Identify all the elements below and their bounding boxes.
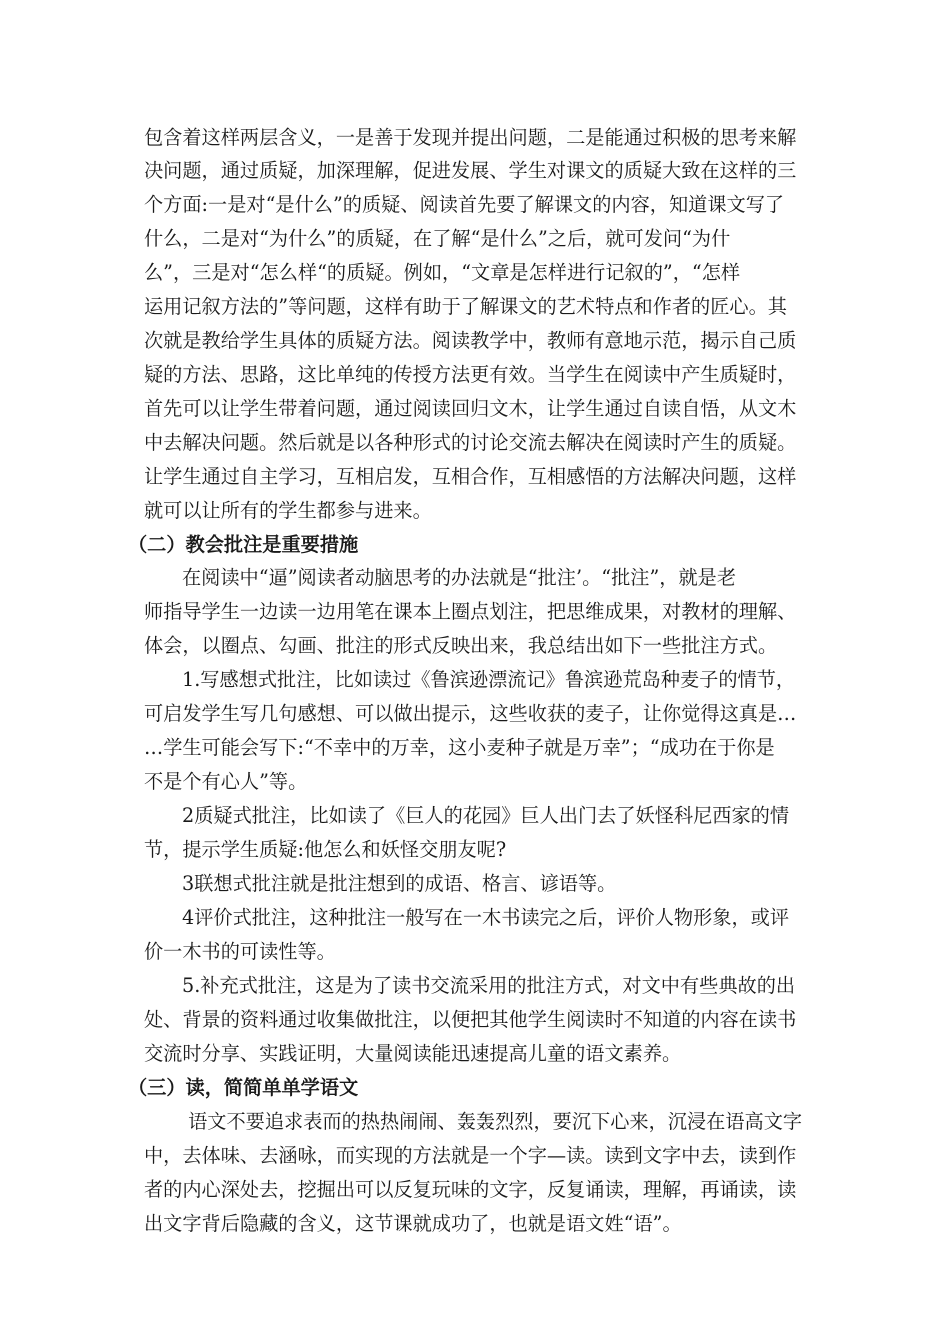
body-text-line: 不是个有心人”等。 [144,770,308,793]
body-text-line: 决问题，通过质疑，加深理解，促进发展、学生对课文的质疑大致在这样的三 [144,159,797,182]
body-text-line: …学生可能会写下:“不幸中的万幸，这小麦种子就是万幸”；“成功在于你是 [144,736,775,759]
body-text-line: 可启发学生写几句感想、可以做出提示，这些收获的麦子，让你觉得这真是… [144,702,797,725]
body-text-line: 包含着这样两层含义，一是善于发现并提出问题，二是能通过积极的思考来解 [144,126,797,149]
body-text-line: 在阅读中“逼”阅读者动脑思考的办法就是“批注’。“批注”，就是老 [182,566,737,589]
body-text-line: 什么，二是对“为什么”的质疑，在了解“是什么”之后，就可发问“为什 [144,227,731,250]
body-text-line: 运用记叙方法的”等问题，这样有助于了解课文的艺术特点和作者的匠心。其 [144,295,787,318]
list-item-text: 4评价式批注，这种批注一般写在一木书读完之后，评价人物形象，或评 [182,906,790,929]
body-text-line: 让学生通过自主学习，互相启发，互相合作，互相感悟的方法解决问题，这样 [144,465,797,488]
body-text-line: 疑的方法、思路，这比单纯的传授方法更有效。当学生在阅读中产生质疑时， [144,363,797,386]
body-text-line: 首先可以让学生带着问题，通过阅读回归文木，让学生通过自读自悟，从文木 [144,397,797,420]
body-text-line: 体会，以圈点、勾画、批注的形式反映出来，我总结出如下一些批注方式。 [144,634,778,657]
section-heading: （三）读，简简单单学语文 [128,1076,359,1099]
list-item-text: 2质疑式批注，比如读了《巨人的花园》巨人出门去了妖怪科尼西家的情 [182,804,790,827]
body-text-line: 处、背景的资料通过收集做批注，以便把其他学生阅读时不知道的内容在读书 [144,1008,797,1031]
body-text-line: 中去解决问题。然后就是以各种形式的讨论交流去解决在阅读时产生的质疑。 [144,431,797,454]
body-text-line: 语文不要追求表而的热热闹闹、轰轰烈烈，要沉下心来，沉浸在语高文字 [182,1110,803,1133]
section-heading: （二）教会批注是重要措施 [128,533,359,556]
body-text-line: 师指导学生一边读一边用笔在课本上圈点划注，把思维成果，对教材的理解、 [144,600,797,623]
body-text-line: 个方面:一是对“是什么”的质疑、阅读首先要了解课文的内容，知道课文写了 [144,193,785,216]
list-item-text: 3联想式批注就是批注想到的成语、格言、谚语等。 [182,872,617,895]
body-text-line: 出文字背后隐藏的含义，这节课就成功了，也就是语文姓“语”。 [144,1212,682,1235]
body-text-line: 价一木书的可读性等。 [144,940,336,963]
body-text-line: 者的内心深处去，挖掘出可以反复玩味的文字，反复诵读，理解，再诵读，读 [144,1178,797,1201]
list-item-text: 1.写感想式批注，比如读过《鲁滨逊漂流记》鲁滨逊荒岛种麦子的情节， [182,668,796,691]
body-text-line: 么”，三是对“怎么样“的质疑。例如，“文章是怎样进行记叙的”，“怎样 [144,261,741,284]
body-text-line: 就可以让所有的学生都参与进来。 [144,499,432,522]
body-text-line: 中，去体味、去涵咏，而实现的方法就是一个字—读。读到文字中去，读到作 [144,1144,797,1167]
list-item-text: 5.补充式批注，这是为了读书交流采用的批注方式，对文中有些典故的出 [182,974,796,997]
body-text-line: 次就是教给学生具体的质疑方法。阅读教学中，教师有意地示范，揭示自己质 [144,329,797,352]
body-text-line: 节，提示学生质疑:他怎么和妖怪交朋友呢? [144,838,507,861]
body-text-line: 交流时分享、实践证明，大量阅读能迅速提高儿童的语文素养。 [144,1042,682,1065]
